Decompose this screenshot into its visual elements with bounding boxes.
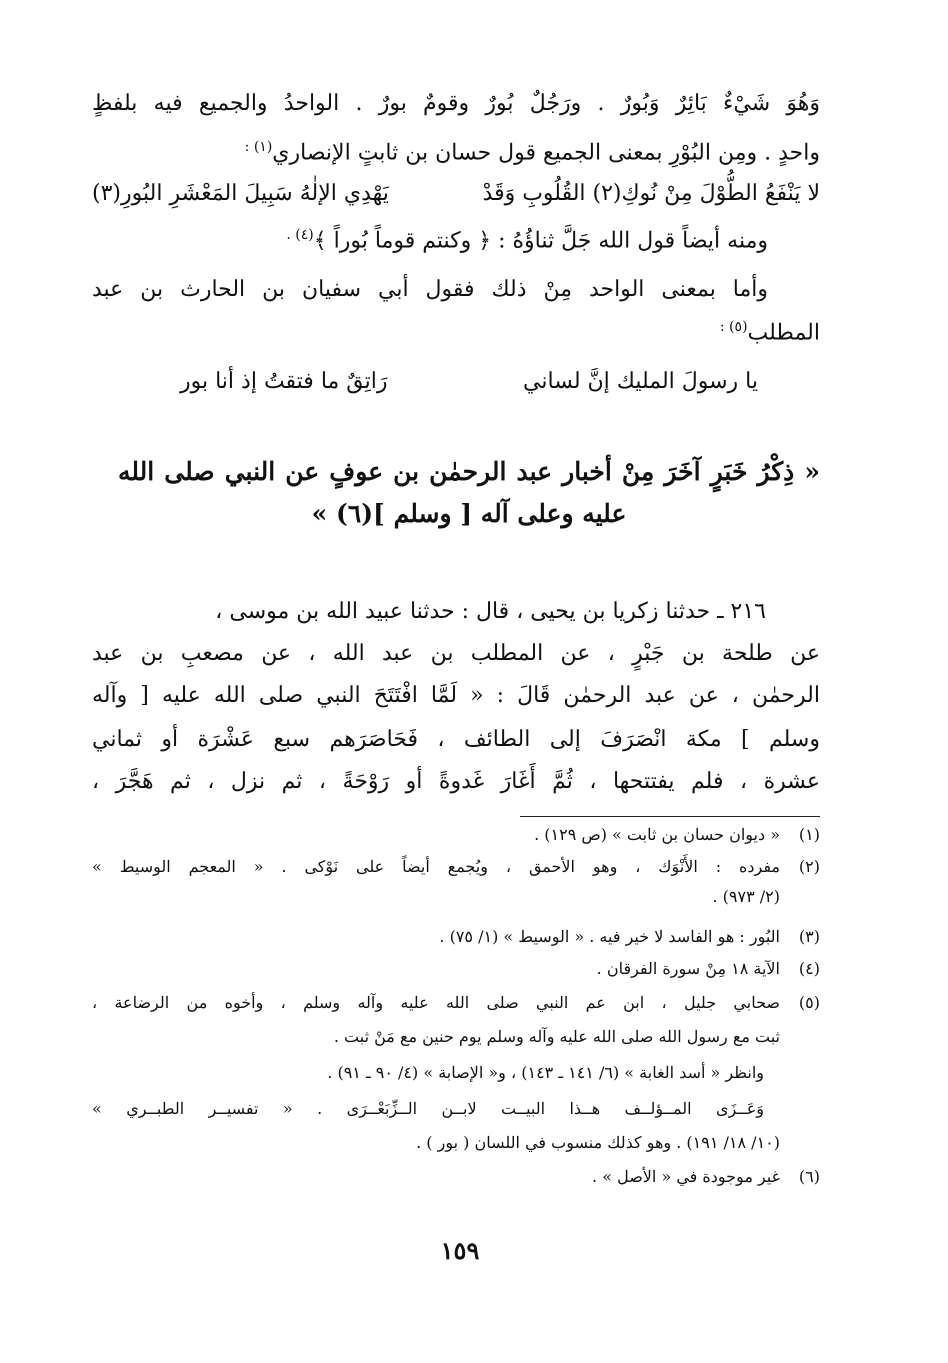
- verse-second-hemistich: يَهْدِي الإلٰهُ سَبِيلَ المَعْشَرِ البُورِ(٣): [92, 181, 389, 206]
- text-line-body: المطلب: [747, 320, 820, 346]
- hadith-line: عن طلحة بن جَبْرٍ ، عن المطلب بن عبد الله ، عن مصعبِ بن عبد: [92, 641, 820, 666]
- footnote-text: مفرده : الأَنْوَك ، وهو الأحمق ، ويُجمع أيضاً على نَوْكى . « المعجم الوسيط »: [92, 857, 780, 876]
- footnote-text: وانظر « أسد الغابة » (٦/ ١٤١ ـ ١٤٣) ، و« الإصابة » (٤/ ٩٠ ـ ٩١) .: [327, 1063, 764, 1082]
- hadith-line: وسلم ] مكة انْصَرَفَ إلى الطائف ، فَحَاصَرَهم سبع عَشْرَة أو ثماني: [92, 727, 820, 752]
- footnote-number: (٦): [798, 1167, 820, 1186]
- footnote-text: البُور : هو الفاسد لا خير فيه . « الوسيط » (١/ ٧٥) .: [439, 927, 780, 946]
- verse-first-hemistich: يا رسولَ المليك إنَّ لساني: [523, 369, 758, 394]
- text-line: [200, 228, 768, 254]
- footnote-text: « ديوان حسان بن ثابت » (ص ١٢٩) .: [534, 825, 780, 844]
- footnote-text: ثبت مع رسول الله صلى الله عليه وآله وسلم يوم حنين مع مَنْ ثبت .: [333, 1027, 780, 1046]
- footnote-number: (٣): [798, 927, 820, 946]
- text-line: وأما بمعنى الواحد مِنْ ذلك فقول أبي سفيان بن الحارث بن عبد: [92, 277, 768, 302]
- page-number: ١٥٩: [440, 1236, 480, 1265]
- footnote-text: الآية ١٨ مِنْ سورة الفرقان .: [596, 959, 780, 978]
- footnote-text: وَعَــزَى المــؤلــف هــذا البيــت لابــن الــزِّبَعْــرَى . « تفسيــر الطبــري »: [92, 1099, 765, 1118]
- verse-first-hemistich: لا يَنْفَعُ الطُّوْلَ مِنْ نُوكِ(٢) القُلُوبِ وَقَدْ: [482, 181, 820, 206]
- verse-second-hemistich: رَاتِقٌ ما فتقتُ إذ أنا بور: [180, 369, 388, 394]
- hadith-line: ٢١٦ ـ حدثنا زكريا بن يحيى ، قال : حدثنا عبيد الله بن موسى ،: [215, 599, 766, 624]
- footnote-text: (٢/ ٩٧٣) .: [712, 887, 780, 906]
- footnote-text: (١٠/ ١٨/ ١٩١) . وهو كذلك منسوب في اللسان ( بور ) .: [416, 1133, 780, 1152]
- footnote-text: صحابي جليل ، ابن عم النبي صلى الله عليه وآله وسلم ، وأخوه من الرضاعة ،: [92, 993, 780, 1012]
- footnote-number: (٥): [798, 993, 820, 1012]
- footnote-number: (٢): [798, 857, 820, 876]
- footnote-ref: (١) :: [244, 139, 273, 155]
- footnote-separator: [520, 816, 820, 817]
- footnote-text: غير موجودة في « الأصل » .: [592, 1167, 780, 1186]
- text-line: [600, 320, 820, 346]
- footnote-ref: (٥) :: [719, 319, 748, 335]
- hadith-line: عشرة ، فلم يفتتحها ، ثُمَّ أَغَارَ غَدوةً أو رَوْحَةً ، ثم نزل ، ثم هَجَّرَ ،: [92, 769, 820, 794]
- text-line: وَهُوَ شَيْءٌ بَائِرٌ وَبُورٌ . ورَجُلٌ بُورٌ وقومٌ بورٌ . الواحدُ والجميع فيه بلفظٍ: [92, 91, 820, 116]
- text-line: [150, 140, 820, 166]
- footnote-ref: (٤) .: [286, 227, 314, 243]
- text-line-body: ومنه أيضاً قول الله جَلَّ ثناؤُهُ : ﴿ وكنتم قوماً بُوراً ﴾: [313, 228, 768, 254]
- section-heading-line: « ذِكْرُ خَبَرٍ آخَرَ مِنْ أخبار عبد الرحمٰن بن عوفٍ عن النبي صلى الله: [118, 457, 820, 486]
- footnote-number: (٤): [798, 959, 820, 978]
- hadith-line: الرحمٰن ، عن عبد الرحمٰن قَالَ : « لَمَّا افْتَتَحَ النبي صلى الله عليه [ وآله: [92, 683, 820, 708]
- text-line-body: واحدٍ . ومِن البُوْرِ بمعنى الجميع قول حسان بن ثابتٍ الإنصاري: [272, 140, 820, 166]
- section-heading-line: عليه وعلى آله [ وسلم ](٦) »: [311, 499, 627, 528]
- footnote-number: (١): [798, 825, 820, 844]
